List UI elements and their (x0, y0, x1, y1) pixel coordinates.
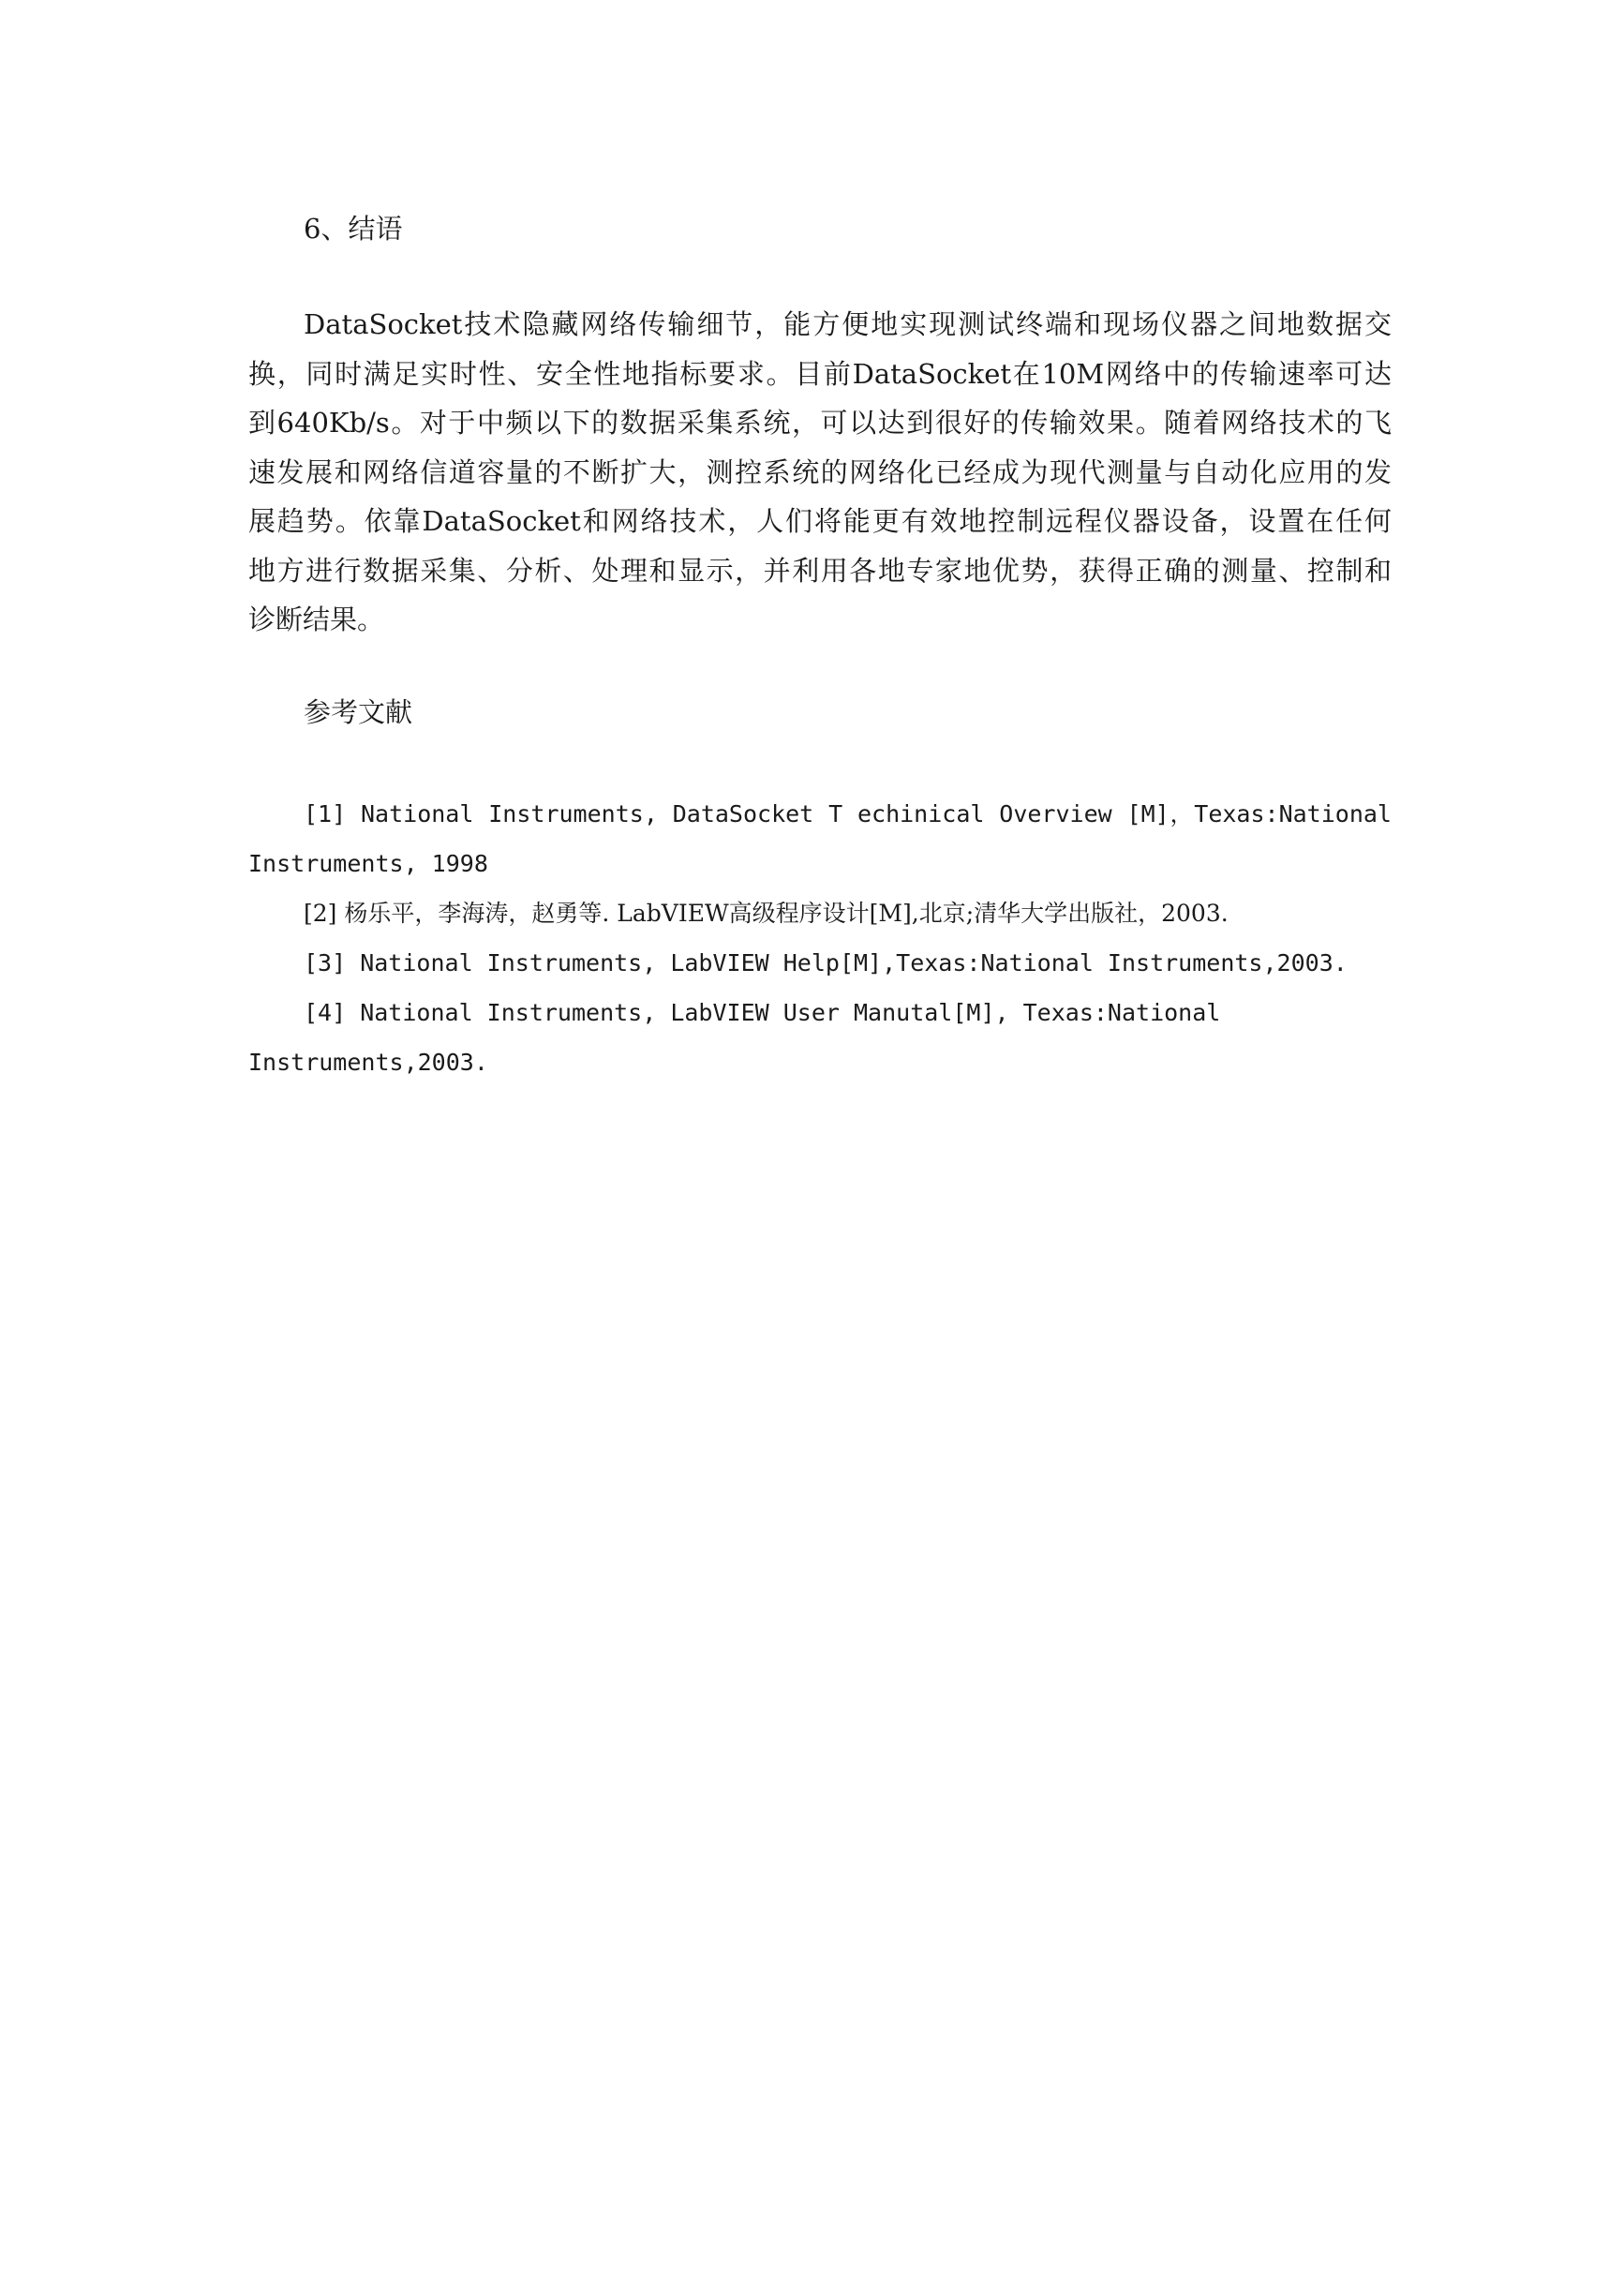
reference-list (248, 789, 1392, 1087)
paragraph-line: 展趋势。依靠DataSocket和网络技术，人们将能更有效地控制远程仪器设备，设置在任何 (248, 505, 1392, 537)
conclusion-paragraph (248, 300, 1392, 645)
reference-line: Instruments, 1998 (248, 850, 488, 877)
reference-line: [1] National Instruments, DataSocket T echinical Overview [M]，Texas:National (304, 800, 1392, 827)
reference-line: Instruments,2003. (248, 1049, 488, 1076)
reference-line: [3] National Instruments, LabVIEW Help[M],Texas:National Instruments,2003. (304, 949, 1348, 977)
references-heading: 参考文献 (304, 696, 413, 728)
paragraph-line: 速发展和网络信道容量的不断扩大，测控系统的网络化已经成为现代测量与自动化应用的发 (248, 455, 1392, 488)
paragraph-line: 诊断结果。 (248, 604, 385, 635)
reference-item (248, 988, 1392, 1087)
paragraph-line: DataSocket技术隐藏网络传输细节，能方便地实现测试终端和现场仪器之间地数据交 (304, 308, 1392, 340)
reference-item (248, 789, 1392, 888)
reference-item (248, 938, 1392, 988)
section-heading: 6、结语 (304, 213, 403, 245)
reference-item (248, 888, 1392, 938)
paragraph-line: 换，同时满足实时性、安全性地指标要求。目前DataSocket在10M网络中的传输速率可达 (248, 357, 1392, 390)
reference-line: [2] 杨乐平，李海涛，赵勇等. LabVIEW高级程序设计[M],北京;清华大学出版社，2003. (304, 900, 1229, 927)
reference-line: [4] National Instruments, LabVIEW User Manutal[M], Texas:National (304, 999, 1221, 1026)
paragraph-line: 到640Kb/s。对于中频以下的数据采集系统，可以达到很好的传输效果。随着网络技术的飞 (248, 407, 1392, 439)
paragraph-line: 地方进行数据采集、分析、处理和显示，并利用各地专家地优势，获得正确的测量、控制和 (248, 554, 1392, 587)
